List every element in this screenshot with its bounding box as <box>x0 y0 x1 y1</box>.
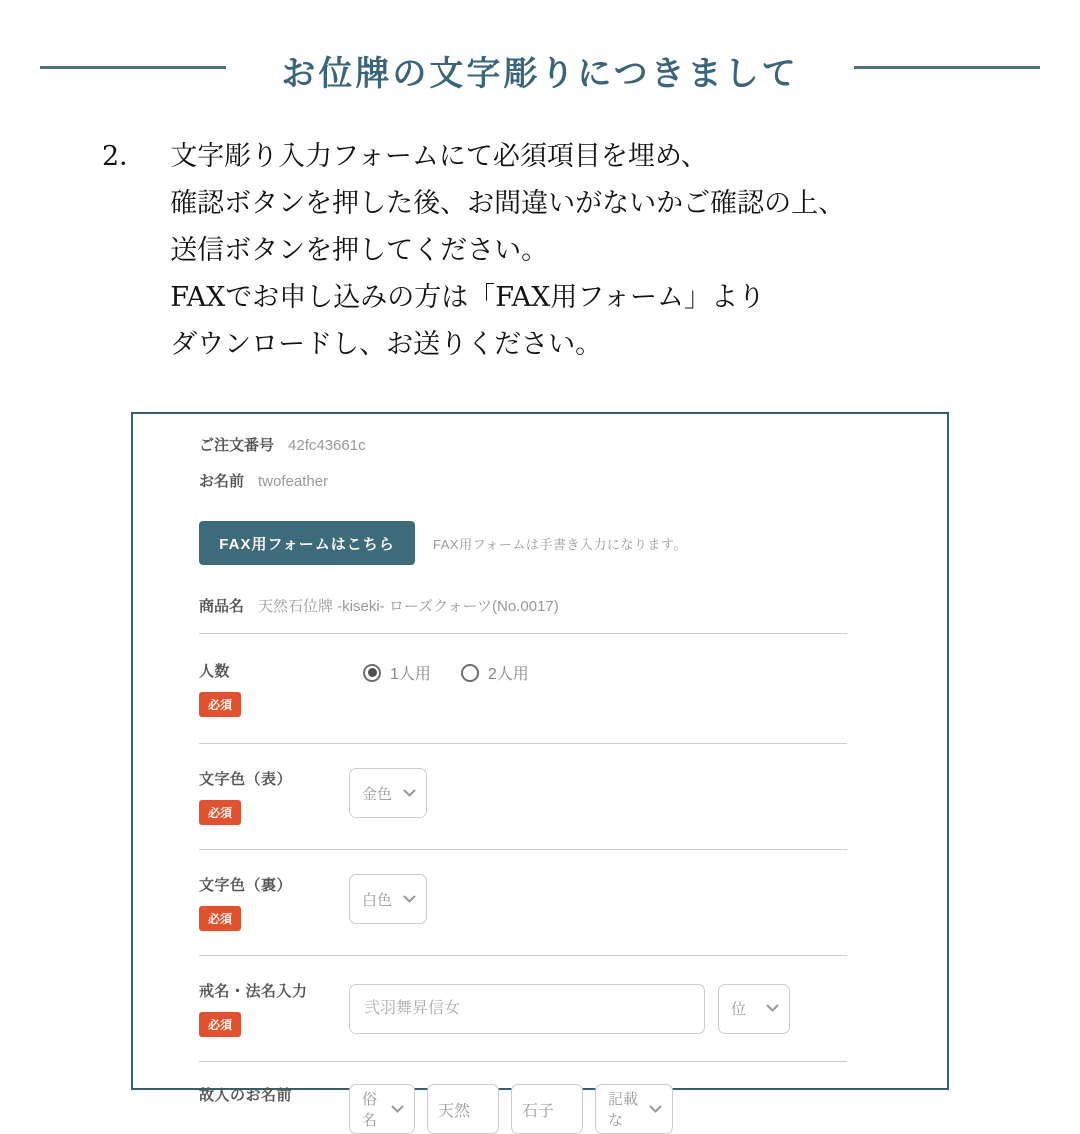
deceased-name-controls <box>349 1084 847 1134</box>
required-badge: 必須 <box>199 906 241 931</box>
select-value: 位 <box>731 1001 747 1018</box>
back-text-color-label-block <box>199 874 349 931</box>
chevron-down-icon <box>403 895 416 904</box>
chevron-down-icon <box>649 1105 662 1114</box>
fax-form-button[interactable]: FAX用フォームはこちら <box>199 521 415 565</box>
people-count-label: 人数 <box>199 663 231 680</box>
required-badge: 必須 <box>199 800 241 825</box>
back-text-color-field <box>199 850 847 956</box>
radio-icon[interactable] <box>363 664 381 682</box>
instruction-line: ダウンロードし、お送りください。 <box>170 329 603 360</box>
product-label: 商品名 <box>199 598 245 615</box>
customer-name-row <box>199 470 947 491</box>
title-section <box>40 46 1040 95</box>
radio-option-2-person[interactable] <box>461 661 529 684</box>
kaimyo-label-block <box>199 980 349 1037</box>
deceased-name-label: 故人のお名前 <box>199 1087 293 1104</box>
chevron-down-icon <box>403 789 416 798</box>
deceased-name-label-block <box>199 1084 349 1134</box>
people-count-field <box>199 634 847 744</box>
deceased-given-name-input[interactable] <box>511 1084 583 1134</box>
deceased-name-type-select[interactable] <box>349 1084 415 1134</box>
front-text-color-select[interactable] <box>349 768 427 818</box>
people-count-radio-group <box>349 660 847 717</box>
order-number-label: ご注文番号 <box>199 437 275 454</box>
order-form-panel <box>131 412 949 1129</box>
front-text-color-field <box>199 744 847 850</box>
kaimyo-input[interactable] <box>349 984 705 1034</box>
chevron-down-icon <box>391 1105 404 1114</box>
product-row <box>199 595 847 634</box>
customer-name-value: twofeather <box>258 473 329 490</box>
order-number-value: 42fc43661c <box>288 437 366 454</box>
radio-option-1-person[interactable] <box>363 661 431 684</box>
back-text-color-label: 文字色（裏） <box>199 877 293 894</box>
required-badge: 必須 <box>199 1012 241 1037</box>
title-decoration-line-left <box>40 66 226 69</box>
back-text-color-control <box>349 874 847 931</box>
deceased-option-select[interactable] <box>595 1084 673 1134</box>
instruction-line: 文字彫り入力フォームにて必須項目を埋め、 <box>170 141 708 172</box>
radio-icon[interactable] <box>461 664 479 682</box>
select-value: 金色 <box>362 785 393 803</box>
kaimyo-rank-select[interactable] <box>718 984 790 1034</box>
front-text-color-control <box>349 768 847 825</box>
customer-name-label: お名前 <box>199 473 245 490</box>
fax-row <box>199 521 947 565</box>
required-badge: 必須 <box>199 692 241 717</box>
kaimyo-field <box>199 956 847 1062</box>
kaimyo-controls <box>349 980 847 1037</box>
select-value: 俗名 <box>362 1091 378 1129</box>
back-text-color-select[interactable] <box>349 874 427 924</box>
fax-note: FAX用フォームは手書き入力になります。 <box>433 536 687 552</box>
instruction-lines <box>170 133 845 368</box>
select-value: 記載な <box>608 1091 639 1129</box>
deceased-name-field <box>199 1062 847 1134</box>
kaimyo-label: 戒名・法名入力 <box>199 983 308 1000</box>
page-title: お位牌の文字彫りにつきまして <box>281 54 799 94</box>
radio-label: 2人用 <box>487 666 529 683</box>
product-value: 天然石位牌 -kiseki- ローズクォーツ(No.0017) <box>258 598 559 615</box>
select-value: 白色 <box>362 891 393 909</box>
title-decoration-line-right <box>854 66 1040 69</box>
people-count-label-block <box>199 660 349 717</box>
front-text-color-label: 文字色（表） <box>199 771 293 788</box>
order-number-row <box>199 434 947 455</box>
chevron-down-icon <box>766 1004 779 1013</box>
instruction-number: 2． <box>102 141 147 172</box>
instruction-block <box>102 133 1080 368</box>
front-text-color-label-block <box>199 768 349 825</box>
instruction-line: 確認ボタンを押した後、お間違いがないかご確認の上、 <box>170 188 846 219</box>
deceased-family-name-input[interactable] <box>427 1084 499 1134</box>
radio-label: 1人用 <box>390 666 431 683</box>
instruction-line: 送信ボタンを押してください。 <box>170 235 549 266</box>
instruction-line: FAXでお申し込みの方は「FAX用フォーム」より <box>170 282 766 313</box>
